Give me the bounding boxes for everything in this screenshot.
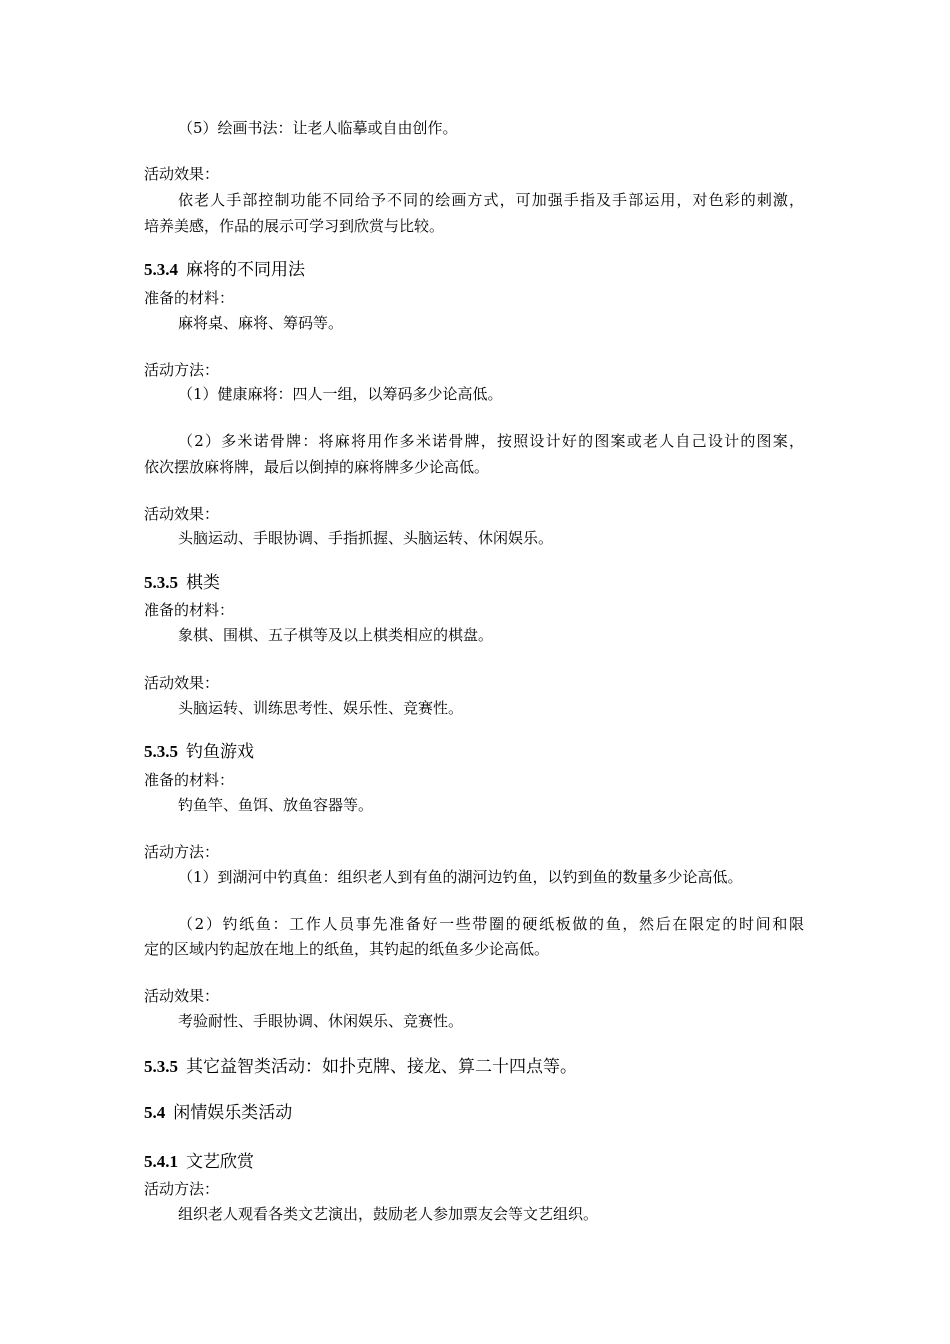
label-activity-method: 活动方法：	[144, 1180, 220, 1198]
label-materials: 准备的材料：	[144, 601, 235, 619]
materials-text: 麻将桌、麻将、筹码等。	[178, 314, 344, 332]
method-item: （1）到湖河中钓真鱼：组织老人到有鱼的湖河边钓鱼，以钓到鱼的数量多少论高低。	[178, 868, 743, 886]
materials-text: 钓鱼竿、鱼饵、放鱼容器等。	[178, 796, 374, 814]
label-activity-method: 活动方法：	[144, 843, 220, 861]
section-number: 5.3.5	[144, 573, 178, 592]
section-heading-5-3-5-other	[144, 1056, 814, 1078]
section-heading-5-3-4	[144, 259, 814, 281]
label-materials: 准备的材料：	[144, 771, 235, 789]
section-heading-5-3-5-chess	[144, 572, 814, 594]
label-activity-effect: 活动效果：	[144, 165, 220, 183]
section-title: 麻将的不同用法	[186, 260, 305, 280]
method-item: （1）健康麻将：四人一组，以筹码多少论高低。	[178, 385, 503, 403]
section-title: 棋类	[186, 573, 220, 593]
label-materials: 准备的材料：	[144, 289, 235, 307]
section-heading-5-4-1	[144, 1151, 814, 1173]
label-activity-effect: 活动效果：	[144, 505, 220, 523]
method-item-continued: 定的区域内钓起放在地上的纸鱼，其钓起的纸鱼多少论高低。	[144, 940, 550, 958]
paragraph-effect-line: 培养美感，作品的展示可学习到欣赏与比较。	[144, 217, 445, 235]
paragraph-effect-line: 依老人手部控制功能不同给予不同的绘画方式，可加强手指及手部运用，对色彩的刺激，	[178, 191, 804, 209]
section-number: 5.3.5	[144, 1057, 178, 1076]
section-title: 闲情娱乐类活动	[173, 1103, 293, 1123]
section-number: 5.3.5	[144, 742, 178, 761]
method-text: 组织老人观看各类文艺演出，鼓励老人参加票友会等文艺组织。	[178, 1205, 599, 1223]
effect-text: 头脑运动、手眼协调、手指抓握、头脑运转、休闲娱乐。	[178, 529, 554, 547]
section-title: 文艺欣赏	[186, 1152, 254, 1172]
method-item-continued: 依次摆放麻将牌，最后以倒掉的麻将牌多少论高低。	[144, 458, 490, 476]
method-item: （2）多米诺骨牌：将麻将用作多米诺骨牌，按照设计好的图案或老人自己设计的图案，	[178, 432, 804, 450]
effect-text: 头脑运转、训练思考性、娱乐性、竞赛性。	[178, 699, 464, 717]
paragraph-painting-calligraphy: （5）绘画书法：让老人临摹或自由创作。	[178, 119, 458, 137]
label-activity-effect: 活动效果：	[144, 674, 220, 692]
section-number: 5.4	[144, 1103, 166, 1122]
section-number: 5.4.1	[144, 1152, 178, 1171]
section-number: 5.3.4	[144, 260, 178, 279]
effect-text: 考验耐性、手眼协调、休闲娱乐、竞赛性。	[178, 1012, 464, 1030]
label-activity-method: 活动方法：	[144, 361, 220, 379]
label-activity-effect: 活动效果：	[144, 987, 220, 1005]
section-title: 钓鱼游戏	[186, 742, 254, 762]
section-heading-5-3-5-fishing	[144, 741, 814, 763]
section-heading-5-4	[144, 1102, 814, 1124]
method-item: （2）钓纸鱼：工作人员事先准备好一些带圈的硬纸板做的鱼，然后在限定的时间和限	[178, 915, 804, 933]
section-title: 其它益智类活动：如扑克牌、接龙、算二十四点等。	[186, 1057, 577, 1077]
materials-text: 象棋、围棋、五子棋等及以上棋类相应的棋盘。	[178, 626, 494, 644]
